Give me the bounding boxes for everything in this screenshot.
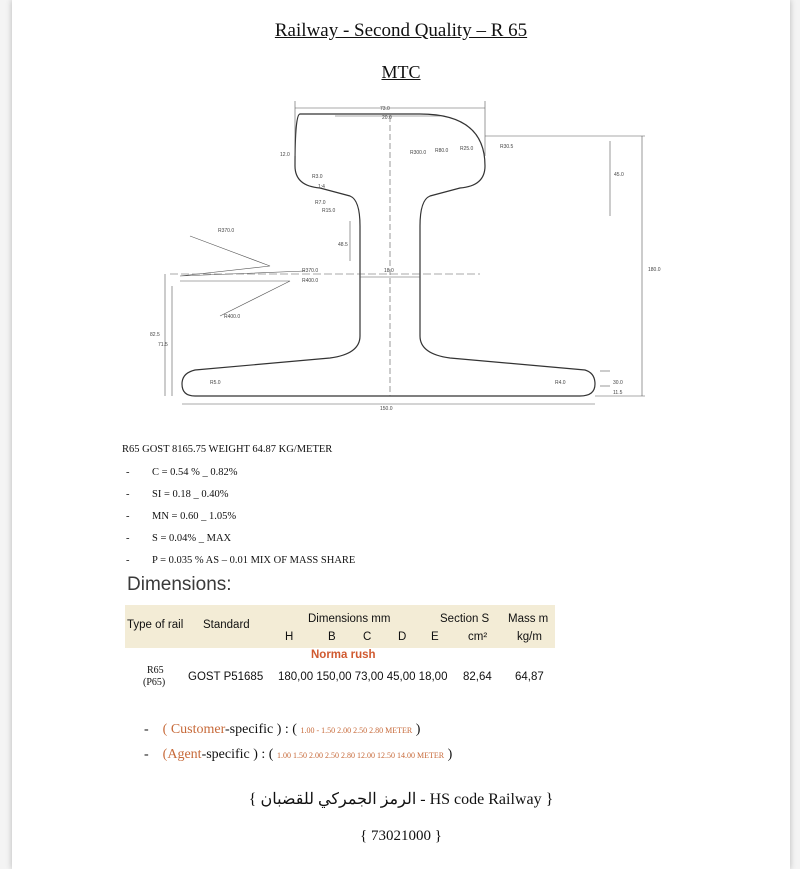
agent-values: 1.00 1.50 2.00 2.50 2.80 12.00 12.50 14.00 METER — [276, 751, 445, 760]
dim-base: 150.0 — [380, 406, 393, 412]
spec-item — [122, 531, 355, 553]
dim-r370-left: R370.0 — [218, 228, 235, 234]
bullet-dash: - — [126, 533, 130, 544]
dim-left-a: 82.5 — [150, 332, 160, 338]
col-mass: Mass m — [508, 613, 549, 625]
dimensions-table — [125, 605, 555, 705]
col-standard: Standard — [203, 619, 250, 631]
rail-outline — [182, 114, 595, 396]
agent-word: Agent — [167, 747, 202, 762]
spec-text: C = 0.54 % _ 0.82% — [152, 467, 238, 478]
sub-e: E — [431, 631, 439, 643]
page-title: Railway - Second Quality – R 65 — [274, 20, 528, 41]
agent-rest: -specific ) : ( — [201, 747, 277, 762]
agent-open: ( — [162, 747, 168, 762]
norma-label: Norma rush — [311, 649, 376, 661]
bullet-dash: - — [126, 555, 130, 566]
dim-r50: R5.0 — [210, 380, 221, 386]
spec-text: SI = 0.18 _ 0.40% — [152, 489, 229, 500]
customer-rest: -specific ) : ( — [225, 722, 301, 737]
dim-right-a: 30.0 — [613, 380, 623, 386]
bullet-dash: - — [144, 747, 149, 762]
dim-left-b: 71.5 — [158, 342, 168, 348]
row-section: 82,64 — [463, 671, 492, 683]
row-mass: 64,87 — [515, 671, 544, 683]
spec-item — [122, 553, 355, 575]
dimensions-title: Dimensions: — [127, 574, 232, 595]
bullet-dash: - — [126, 467, 130, 478]
customer-note — [144, 722, 452, 747]
spec-item — [122, 487, 355, 509]
rail-profile-drawing — [130, 96, 690, 416]
spec-text: P = 0.035 % AS – 0.01 MIX OF MASS SHARE — [152, 555, 356, 566]
dim-r400-left: R400.0 — [224, 314, 241, 320]
dim-r70: R7.0 — [315, 200, 326, 206]
spec-item — [122, 465, 355, 487]
sub-b: B — [328, 631, 336, 643]
document-page — [12, 0, 790, 869]
row-type-2: (P65) — [143, 677, 166, 688]
col-dimensions: Dimensions mm — [308, 613, 391, 625]
bullet-dash: - — [144, 722, 149, 737]
spec-text: S = 0.04% _ MAX — [152, 533, 232, 544]
dim-web: 18.0 — [384, 268, 394, 274]
dim-web-h: 48.5 — [338, 242, 348, 248]
customer-values: 1.00 - 1.50 2.00 2.50 2.80 METER — [300, 726, 413, 735]
sub-h: H — [285, 631, 294, 643]
bullet-dash: - — [126, 489, 130, 500]
sub-d: D — [398, 631, 407, 643]
dim-r30: R3.0 — [312, 174, 323, 180]
col-section: Section S — [440, 613, 490, 625]
dim-height: 180.0 — [648, 267, 661, 273]
row-standard: GOST P51685 — [188, 671, 264, 683]
dim-r305: R30.5 — [500, 144, 514, 150]
dim-right-b: 11.5 — [613, 390, 623, 396]
row-values: 180,00 150,00 73,00 45,00 18,00 — [278, 671, 448, 683]
dim-r25: R25.0 — [460, 146, 474, 152]
dim-head-h: 45.0 — [614, 172, 624, 178]
unit-mass: kg/m — [517, 631, 542, 643]
agent-note — [144, 747, 452, 772]
spec-text: MN = 0.60 _ 1.05% — [152, 511, 237, 522]
dim-r80: R80.0 — [435, 148, 449, 154]
spec-item — [122, 509, 355, 531]
spec-heading: R65 GOST 8165.75 WEIGHT 64.87 KG/METER — [122, 444, 333, 455]
customer-open: ( — [162, 722, 171, 737]
page-subtitle: MTC — [381, 62, 421, 82]
spec-list — [122, 444, 355, 575]
dim-r300: R300.0 — [410, 150, 427, 156]
dim-r15: R15.0 — [322, 208, 336, 214]
agent-close: ) — [444, 747, 453, 762]
row-type-1: R65 — [147, 665, 164, 676]
bullet-dash: - — [126, 511, 130, 522]
hs-code-line: { الرمز الجمركي للقضبان - HS code Railway } — [248, 791, 554, 808]
dim-r400-mid: R400.0 — [302, 278, 319, 284]
dim-top-inner: 20.0 — [382, 115, 392, 121]
hs-code-value: { 73021000 } — [360, 828, 442, 844]
dim-top-outer: 73.0 — [380, 106, 390, 112]
dim-small-12: 12.0 — [280, 152, 290, 158]
customer-word: Customer — [170, 722, 226, 737]
length-notes — [144, 722, 452, 772]
customer-close: ) — [412, 722, 421, 737]
table-header-band — [125, 605, 555, 648]
dim-tilt: 1:4 — [318, 184, 325, 190]
dim-r40: R4.0 — [555, 380, 566, 386]
dim-r370-mid: R370.0 — [302, 268, 319, 274]
col-type: Type of rail — [127, 619, 184, 631]
sub-c: C — [363, 631, 372, 643]
unit-section: cm² — [468, 631, 488, 643]
